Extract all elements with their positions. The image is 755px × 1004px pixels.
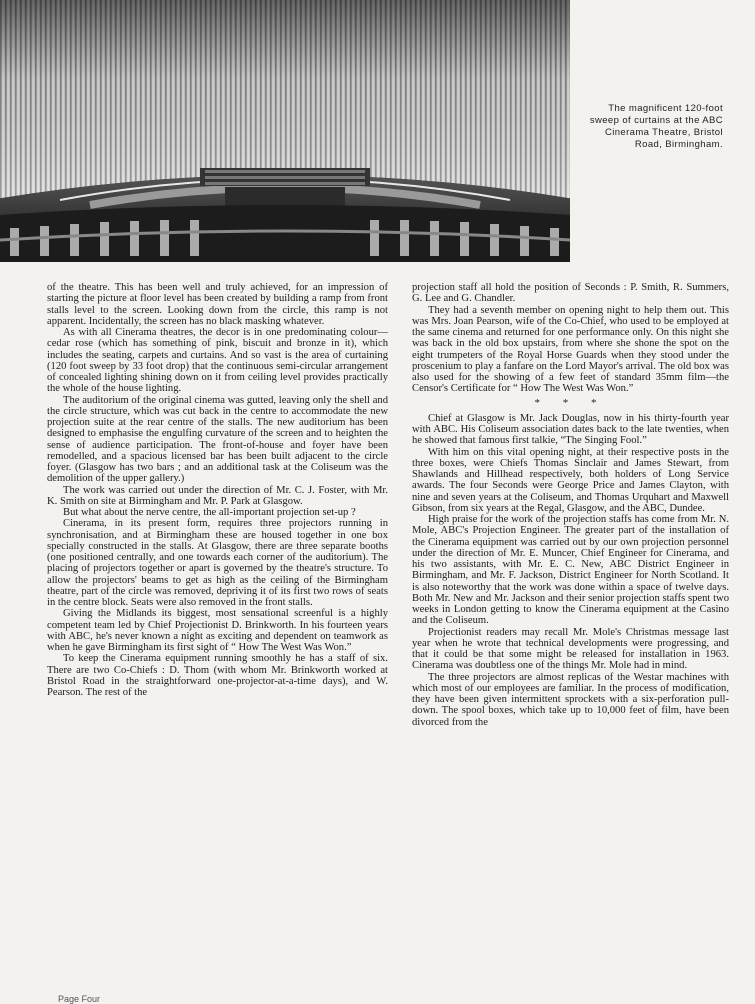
paragraph: The work was carried out under the direction of Mr. C. J. Foster, with Mr. K. Smith on site at Birmingham and Mr. P. Park at Glasgow. — [47, 484, 388, 507]
article-right-column — [412, 282, 729, 728]
page-number: Page Four — [58, 994, 101, 1004]
paragraph: They had a seventh member on opening night to help them out. This was Mrs. Joan Pearson, wife of the Co-Chief, who used to be employed at the same cinema and returned for one performance only. On this night she was back in the old box upstairs, from where she shone the spot on the eight trumpeters of the Royal Horse Guards when they stood under the proscenium to play a fanfare on the Lord Mayor's arrival. The old box was also used for the showing of a few feet of standard 35mm film—the Censor's Certificate for “ How The West Was Won.” — [412, 304, 729, 395]
auditorium-curtains-image — [0, 0, 570, 262]
photo-caption: The magnificent 120-foot sweep of curtains at the ABC Cinerama Theatre, Bristol Road, Birmingham. — [589, 103, 723, 150]
paragraph: To keep the Cinerama equipment running smoothly he has a staff of six. There are two Co-Chiefs : D. Thom (with whom Mr. Brinkworth worked at Bristol Road in the straightforward one-projector-at-a-time days), and W. Pearson. The rest of the — [47, 653, 388, 698]
paragraph: Cinerama, in its present form, requires three projectors running in synchronisation, and at Birmingham these are housed together in one box specially constructed in the stalls. At Glasgow, there are three separate booths (one positioned centrally, and one towards each corner of the auditorium). The placing of projectors together or apart is governed by the theatre's structure. To allow the projectors' beams to get as high as the ceiling of the Birmingham theatre, part of the circle was removed, depriving it of its first two rows of seats in the centre block. Seats were also removed in the front stalls. — [47, 518, 388, 608]
section-separator: * * * — [534, 396, 607, 409]
paragraph: The auditorium of the original cinema was gutted, leaving only the shell and the circle structure, which was cut back in the centre to accommodate the new projection suite at the rear centre of the stalls. The new auditorium has been designed to emphasise the engulfing curvature of the screen and to heighten the sense of audience participation. The front-of-house and foyer have been remodelled, and a spacious licensed bar has been built adjacent to the circle foyer. (Glasgow has two bars ; and an additional task at the Coliseum was the demolition of the upper gallery.) — [47, 394, 388, 485]
paragraph: High praise for the work of the projection staffs has come from Mr. N. Mole, ABC's Projection Engineer. The greater part of the installation of the Cinerama equipment was carried out by our own projection personnel under the direction of Mr. E. Muncer, Chief Engineer for Cinerama, and his two assistants, with Mr. E. C. New, ABC District Engineer in Birmingham, and Mr. F. Jackson, District Engineer for North Scotland. It is also noteworthy that the work was done within a space of twelve days. Both Mr. New and Mr. Jackson and their senior projection staffs spent two weeks in London getting to know the Cinerama equipment at the Casino and the Coliseum. — [412, 514, 729, 627]
paragraph: The three projectors are almost replicas of the Westar machines with which most of our employees are familiar. In the process of modification, they have been given intermittent sprockets with a six-perforation pull-down. The spool boxes, which take up to 10,000 feet of film, have been divorced from the — [412, 671, 729, 728]
paragraph: of the theatre. This has been well and truly achieved, for an impression of starting the picture at floor level has been created by building a ramp from front stalls level to the screen. Looking down from the circle, this ramp is not apparent. Incidentally, the screen has no black masking whatever. — [47, 282, 388, 327]
paragraph: Chief at Glasgow is Mr. Jack Douglas, now in his thirty-fourth year with ABC. His Coliseum association dates back to the late twenties, when he showed that famous first talkie, “The Singing Fool.” — [412, 412, 729, 447]
paragraph: projection staff all hold the position of Seconds : P. Smith, R. Summers, G. Lee and G. Chandler. — [412, 282, 729, 305]
paragraph: But what about the nerve centre, the all-important projection set-up ? — [63, 507, 356, 518]
article-left-column — [47, 282, 388, 698]
paragraph: Projectionist readers may recall Mr. Mole's Christmas message last year when he wrote that technical developments were progressing, and that it could be that some might be released for installation in 1963. Cinerama was doubtless one of the things Mr. Mole had in mind. — [412, 626, 729, 672]
paragraph: With him on this vital opening night, at their respective posts in the three boxes, were Chiefs Thomas Sinclair and James Stewart, from Shawlands and Hillhead respectively, both holders of Long Service awards. The four Seconds were George Price and James Clayton, with nine and seven years at the Coliseum, and Thomas Urquhart and Maxwell Gibson, from six years at the Regal, Glasgow, and the ABC, Dundee. — [412, 446, 729, 514]
paragraph: As with all Cinerama theatres, the decor is in one predominating colour—cedar rose (which has something of pink, biscuit and bronze in it), which includes the seating, carpets and curtains. And so vast is the area of curtaining (120 foot sweep by 33 foot drop) that the continuous semi-circular arrangement of concealed lighting shining down on it from ceiling level provides practically the whole of the house lighting. — [47, 327, 388, 395]
paragraph: Giving the Midlands its biggest, most sensational screenful is a highly competent team led by Chief Projectionist D. Brinkworth. In his fourteen years with ABC, he's never known a night as exciting and dependent on teamwork as when he gave Birmingham its first sight of “ How The West Was Won.” — [47, 608, 388, 653]
theatre-photo — [0, 0, 570, 262]
